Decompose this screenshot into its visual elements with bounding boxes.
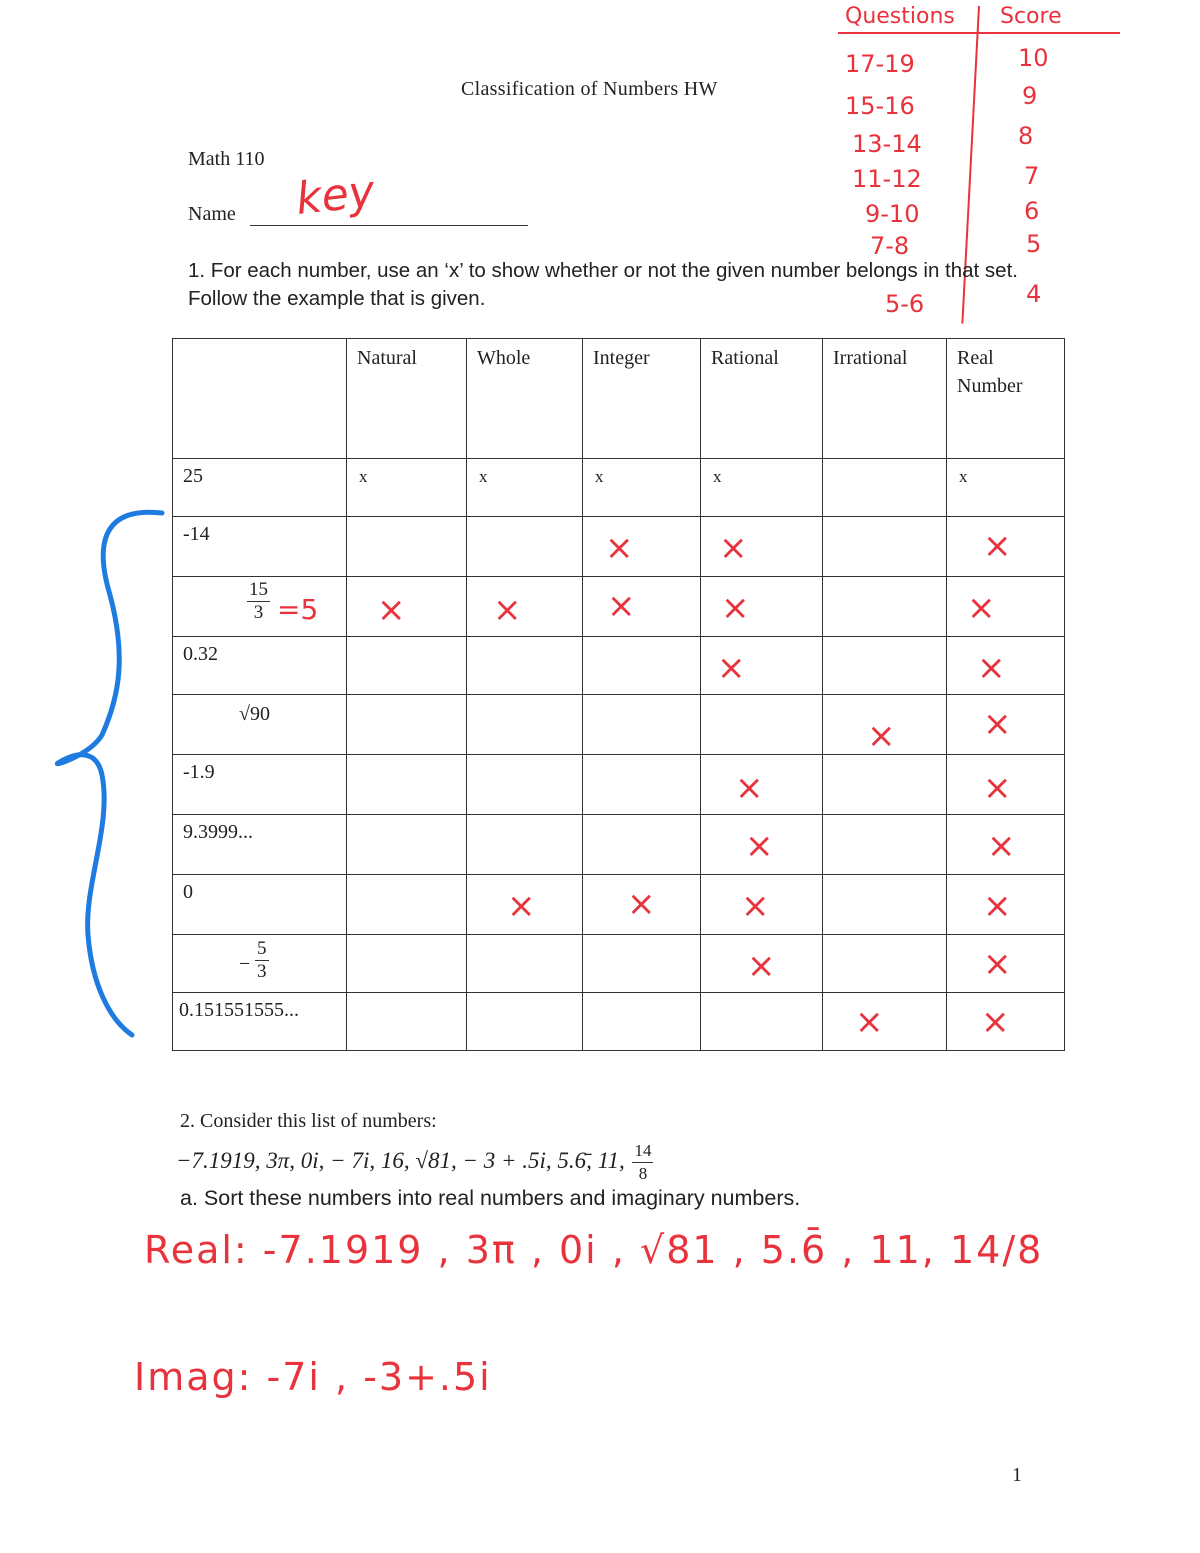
question-2a-text: a. Sort these numbers into real numbers and imaginary numbers. [180,1186,801,1210]
handwritten-x-mark: × [983,526,1012,566]
table-row [173,459,1065,517]
handwritten-x-mark: × [747,946,776,986]
score-row-score: 5 [1026,230,1042,258]
score-row-questions: 17-19 [845,50,915,78]
score-row-questions: 15-16 [845,92,915,120]
real-numbers-answer: Real: -7.1919 , 3π , 0i , √81 , 5.6̄ , 11, 14/8 [144,1228,1044,1272]
row-label: 0 [173,875,347,935]
example-mark: x [959,467,968,486]
score-row-score: 10 [1018,44,1049,72]
handwritten-x-mark: × [507,886,536,926]
handwritten-x-mark: × [605,528,634,568]
table-row [173,695,1065,755]
handwritten-x-mark: × [977,648,1006,688]
row-label [173,695,347,755]
fraction-sign: − [239,953,251,975]
score-row-questions: 9-10 [865,200,920,228]
handwritten-x-mark: × [983,944,1012,984]
table-row [173,577,1065,637]
question-2-text: 2. Consider this list of numbers: [180,1110,437,1132]
handwritten-brace [40,505,170,1045]
row-label: 0.32 [173,637,347,695]
handwritten-x-mark: × [607,586,636,626]
column-header: Natural [347,339,467,459]
handwritten-x-mark: × [967,588,996,628]
table-row [173,815,1065,875]
table-row [173,875,1065,935]
score-row-score: 6 [1024,197,1040,225]
handwritten-x-mark: × [493,590,522,630]
table-row [173,755,1065,815]
score-row-questions: 7-8 [870,232,910,260]
score-row-questions: 5-6 [885,290,925,318]
score-row-score: 4 [1026,280,1042,308]
handwritten-x-mark: × [855,1002,884,1042]
score-header-score: Score [1000,4,1062,29]
handwritten-x-mark: × [983,768,1012,808]
row-label [173,935,347,993]
column-header: Rational [701,339,823,459]
handwritten-x-mark: × [741,886,770,926]
column-header: Real Number [947,339,1065,459]
example-mark: x [359,467,368,486]
fraction-denominator: 8 [638,1164,648,1183]
handwritten-x-mark: × [983,886,1012,926]
row-label: 25 [173,459,347,517]
handwritten-x-mark: × [987,826,1016,866]
name-value: key [293,166,378,225]
score-row-questions: 13-14 [852,130,922,158]
number-list-text: −7.1919, 3π, 0i, − 7i, 16, √81, − 3 + .5i, 5.6̄, 11, [176,1147,625,1173]
example-mark: x [595,467,604,486]
fraction-denominator: 3 [257,961,267,982]
question-1-text: 1. For each number, use an ‘x’ to show whether or not the given number belongs in that set. Follow the example that is given. [188,259,1018,310]
table-row [173,637,1065,695]
column-header: Irrational [823,339,947,459]
row-label: 0.151551555... [173,993,347,1051]
score-row-score: 7 [1024,162,1040,190]
handwritten-x-mark: × [867,716,896,756]
example-mark: x [479,467,488,486]
score-row-questions: 11-12 [852,165,922,193]
column-header: Integer [583,339,701,459]
page-title: Classification of Numbers HW [461,78,718,100]
score-row-score: 9 [1022,82,1038,110]
page-number: 1 [1012,1464,1022,1486]
table-row [173,935,1065,993]
fraction-numerator: 14 [632,1140,653,1163]
name-label: Name [188,203,236,225]
example-mark: x [713,467,722,486]
row-label [173,577,347,637]
table-row [173,517,1065,577]
handwritten-x-mark: × [717,648,746,688]
handwritten-x-mark: × [745,826,774,866]
score-table-underline [838,32,1120,34]
corner-cell [173,339,347,459]
handwritten-x-mark: × [377,590,406,630]
name-line [250,225,528,226]
handwritten-x-mark: × [719,528,748,568]
row-label: -14 [173,517,347,577]
handwritten-x-mark: × [981,1002,1010,1042]
row-label-text: √90 [239,703,270,725]
score-row-score: 8 [1018,122,1034,150]
table-row [173,993,1065,1051]
handwritten-annotation: =5 [277,593,319,626]
handwritten-x-mark: × [983,704,1012,744]
score-header-questions: Questions [845,4,955,29]
handwritten-x-mark: × [627,884,656,924]
classification-table [172,338,1065,1051]
fraction-numerator: 5 [257,938,267,959]
imaginary-numbers-answer: Imag: -7i , -3+.5i [134,1355,492,1399]
number-list [176,1140,653,1185]
column-header: Whole [467,339,583,459]
fraction-denominator: 3 [253,602,264,623]
handwritten-x-mark: × [721,588,750,628]
handwritten-x-mark: × [735,768,764,808]
course-label: Math 110 [188,148,265,170]
row-label: -1.9 [173,755,347,815]
table-header-row [173,339,1065,459]
fraction-numerator: 15 [249,579,268,600]
row-label: 9.3999... [173,815,347,875]
